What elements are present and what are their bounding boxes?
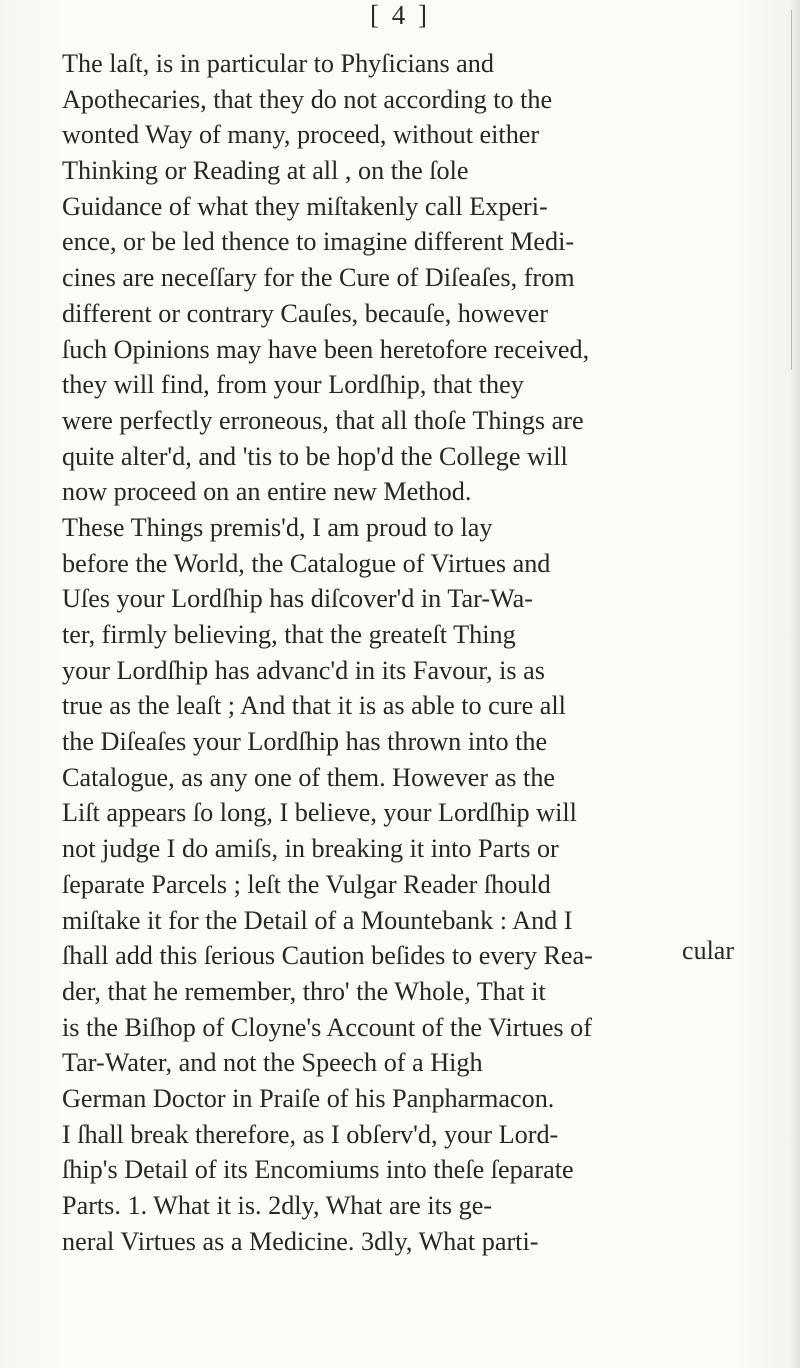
text-line: wonted Way of many, proceed, without either (62, 120, 540, 150)
catchword: cular (682, 936, 734, 965)
text-line: ter, firmly believing, that the greateſt Thing (62, 620, 516, 649)
text-line: Parts. 1. What it is. 2dly, What are its ge- (62, 1191, 493, 1220)
text-line: Uſes your Lordſhip has diſcover'd in Tar-Wa- (62, 584, 534, 614)
text-line: I ſhall break therefore, as I obſerv'd, your Lord- (62, 1119, 559, 1149)
text-line: Thinking or Reading at all , on the ſole (62, 156, 469, 186)
text-line: is the Biſhop of Cloyne's Account of the Virtues of (62, 1012, 592, 1042)
text-line: the Diſeaſes your Lordſhip has thrown into the (62, 727, 548, 757)
text-line: not judge I do amiſs, in breaking it into Parts or (62, 834, 559, 864)
text-line: neral Virtues as a Medicine. 3dly, What parti- (62, 1226, 539, 1256)
text-line: ſhall add this ſerious Caution beſides to every Rea- (62, 941, 593, 971)
page-edge-rule (791, 10, 792, 370)
text-line: different or contrary Cauſes, becauſe, however (62, 298, 548, 328)
text-line: Catalogue, as any one of them. However as the (62, 762, 556, 792)
body-text (62, 46, 734, 1259)
page-number: [ 4 ] (370, 0, 430, 30)
text-line: your Lordſhip has advanc'd in its Favour, is as (62, 655, 545, 685)
text-line: German Doctor in Praiſe of his Panpharmacon. (62, 1083, 555, 1113)
text-line: now proceed on an entire new Method. (62, 477, 472, 507)
text-line: they will find, from your Lordſhip, that they (62, 370, 524, 400)
text-line: Liſt appears ſo long, I believe, your Lordſhip will (62, 798, 577, 828)
text-line: Tar-Water, and not the Speech of a High (62, 1048, 483, 1078)
text-line: miſtake it for the Detail of a Mountebank : And I (62, 905, 573, 935)
text-line: ſhip's Detail of its Encomiums into theſe ſeparate (62, 1155, 574, 1185)
text-line: der, that he remember, thro' the Whole, That it (62, 976, 546, 1006)
text-line: ſuch Opinions may have been heretofore received, (62, 334, 590, 364)
text-line: quite alter'd, and 'tis to be hop'd the College will (62, 441, 568, 471)
text-line: Guidance of what they miſtakenly call Experi- (62, 191, 548, 221)
text-line: true as the leaſt ; And that it is as able to cure all (62, 691, 566, 721)
text-line: ence, or be led thence to imagine different Medi- (62, 227, 575, 257)
text-line: These Things premis'd, I am proud to lay (62, 512, 493, 542)
text-line: ſeparate Parcels ; leſt the Vulgar Reader ſhould (62, 869, 551, 899)
text-line: Apothecaries, that they do not according to the (62, 84, 553, 114)
text-line: before the World, the Catalogue of Virtues and (62, 548, 551, 578)
text-line: The laſt, is in particular to Phyſicians and (62, 49, 494, 78)
text-line: were perfectly erroneous, that all thoſe Things are (62, 405, 584, 435)
text-line: cines are neceſſary for the Cure of Diſeaſes, from (62, 263, 575, 293)
